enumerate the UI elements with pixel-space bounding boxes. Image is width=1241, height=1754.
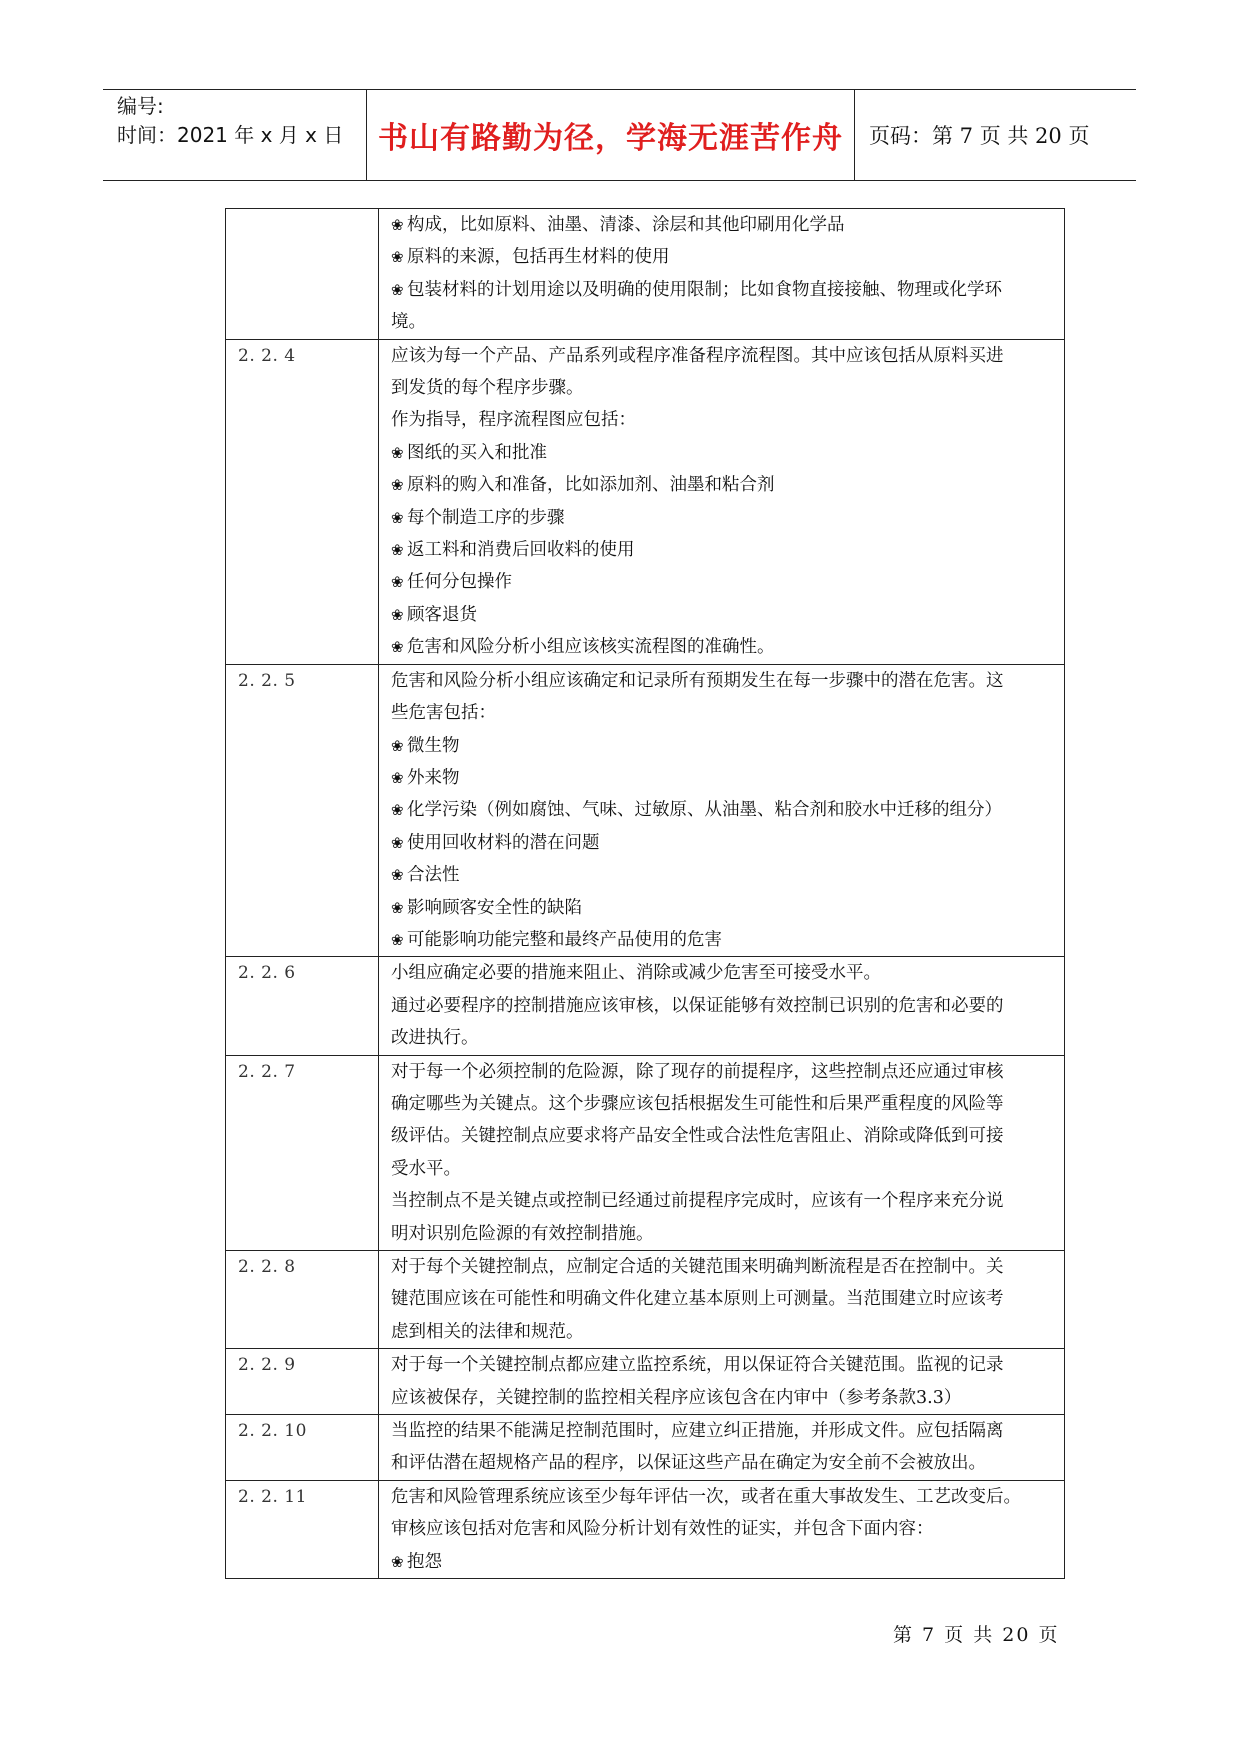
clause-content — [379, 957, 1065, 1055]
table-row — [226, 209, 1065, 340]
table-row — [226, 1349, 1065, 1415]
table-row — [226, 1415, 1065, 1481]
table-row — [226, 664, 1065, 957]
line-text: 化学污染（例如腐蚀、气味、过敏原、从油墨、粘合剂和胶水中迁移的组分） — [407, 800, 1002, 821]
line-text: 应该被保存，关键控制的监控相关程序应该包含在内审中（参考条款3.3） — [391, 1387, 962, 1408]
line-text: 受水平。 — [391, 1158, 461, 1179]
flower-bullet-icon: ❀ — [391, 280, 404, 299]
clause-number: 2. 2. 10 — [226, 1415, 379, 1481]
bullet-item — [391, 502, 1054, 534]
flower-bullet-icon: ❀ — [391, 801, 404, 820]
line-text: 使用回收材料的潜在问题 — [407, 832, 600, 853]
bullet-item — [391, 924, 1054, 956]
bullet-item — [391, 437, 1054, 469]
line-text: 合法性 — [407, 865, 460, 886]
flower-bullet-icon: ❀ — [391, 508, 404, 527]
line-text: 图纸的买入和批准 — [407, 442, 547, 463]
line-text: 返工料和消费后回收料的使用 — [407, 540, 635, 561]
text-line — [391, 1481, 1054, 1513]
bullet-item — [391, 209, 1054, 241]
line-text: 危害和风险分析小组应该核实流程图的准确性。 — [407, 637, 775, 658]
flower-bullet-icon: ❀ — [391, 638, 404, 657]
flower-bullet-icon: ❀ — [391, 605, 404, 624]
clause-content — [379, 209, 1065, 340]
text-line — [391, 957, 1054, 989]
text-line — [391, 1153, 1054, 1185]
flower-bullet-icon: ❀ — [391, 930, 404, 949]
text-line — [391, 340, 1054, 372]
line-text: 明对识别危险源的有效控制措施。 — [391, 1223, 654, 1244]
bullet-item — [391, 241, 1054, 273]
bullet-item — [391, 827, 1054, 859]
line-text: 些危害包括： — [391, 703, 496, 724]
line-text: 危害和风险分析小组应该确定和记录所有预期发生在每一步骤中的潜在危害。这 — [391, 670, 1004, 691]
text-line — [391, 1120, 1054, 1152]
document-time-label: 时间：2021 年 x 月 x 日 — [117, 123, 344, 147]
header-motto: 书山有路勤为径，学海无涯苦作舟 — [367, 90, 855, 180]
clause-content — [379, 1055, 1065, 1250]
line-text: 危害和风险管理系统应该至少每年评估一次，或者在重大事故发生、工艺改变后。 — [391, 1486, 1021, 1507]
bullet-item — [391, 730, 1054, 762]
text-line — [391, 306, 1054, 338]
header-page-label: 页码：第 7 页 共 20 页 — [869, 124, 1090, 148]
line-text: 影响顾客安全性的缺陷 — [407, 897, 582, 918]
clause-number: 2. 2. 6 — [226, 957, 379, 1055]
line-text: 键范围应该在可能性和明确文件化建立基本原则上可测量。当范围建立时应该考 — [391, 1289, 1004, 1310]
line-text: 任何分包操作 — [407, 572, 512, 593]
flower-bullet-icon: ❀ — [391, 573, 404, 592]
line-text: 审核应该包括对危害和风险分析计划有效性的证实，并包含下面内容： — [391, 1519, 934, 1540]
clause-number: 2. 2. 9 — [226, 1349, 379, 1415]
clause-content — [379, 1415, 1065, 1481]
clause-number: 2. 2. 8 — [226, 1251, 379, 1349]
text-line — [391, 697, 1054, 729]
text-line — [391, 1088, 1054, 1120]
bullet-item — [391, 469, 1054, 501]
bullet-item — [391, 274, 1054, 306]
text-line — [391, 1415, 1054, 1447]
clause-number — [226, 209, 379, 340]
page-footer: 第 7 页 共 20 页 — [893, 1624, 1060, 1646]
text-line — [391, 665, 1054, 697]
clause-number: 2. 2. 11 — [226, 1480, 379, 1578]
table-row — [226, 1480, 1065, 1578]
text-line — [391, 1218, 1054, 1250]
header-meta — [103, 90, 367, 180]
text-line — [391, 1251, 1054, 1283]
flower-bullet-icon: ❀ — [391, 443, 404, 462]
flower-bullet-icon: ❀ — [391, 736, 404, 755]
page-header — [103, 89, 1136, 181]
clause-number: 2. 2. 4 — [226, 339, 379, 664]
line-text: 境。 — [391, 312, 426, 333]
line-text: 作为指导，程序流程图应包括： — [391, 410, 636, 431]
line-text: 对于每个关键控制点，应制定合适的关键范围来明确判断流程是否在控制中。关 — [391, 1257, 1004, 1277]
flower-bullet-icon: ❀ — [391, 541, 404, 560]
flower-bullet-icon: ❀ — [391, 898, 404, 917]
clause-content — [379, 1349, 1065, 1415]
text-line — [391, 1316, 1054, 1348]
line-text: 当控制点不是关键点或控制已经通过前提程序完成时，应该有一个程序来充分说 — [391, 1191, 1004, 1212]
bullet-item — [391, 762, 1054, 794]
text-line — [391, 1513, 1054, 1545]
flower-bullet-icon: ❀ — [391, 248, 404, 267]
clause-table — [225, 208, 1065, 1579]
clause-content — [379, 664, 1065, 957]
line-text: 顾客退货 — [407, 604, 477, 625]
bullet-item — [391, 599, 1054, 631]
text-line — [391, 1382, 1054, 1414]
bullet-item — [391, 566, 1054, 598]
line-text: 抱怨 — [407, 1551, 442, 1572]
text-line — [391, 1283, 1054, 1315]
flower-bullet-icon: ❀ — [391, 768, 404, 787]
table-row — [226, 339, 1065, 664]
line-text: 当监控的结果不能满足控制范围时，应建立纠正措施，并形成文件。应包括隔离 — [391, 1421, 1004, 1442]
line-text: 外来物 — [407, 767, 460, 788]
line-text: 原料的来源，包括再生材料的使用 — [407, 247, 670, 268]
clause-number: 2. 2. 7 — [226, 1055, 379, 1250]
clause-content — [379, 1480, 1065, 1578]
line-text: 构成，比如原料、油墨、清漆、涂层和其他印刷用化学品 — [407, 215, 845, 235]
line-text: 虑到相关的法律和规范。 — [391, 1321, 584, 1342]
clause-number: 2. 2. 5 — [226, 664, 379, 957]
text-line — [391, 1056, 1054, 1088]
flower-bullet-icon: ❀ — [391, 476, 404, 495]
text-line — [391, 1185, 1054, 1217]
line-text: 对于每一个关键控制点都应建立监控系统，用以保证符合关键范围。监视的记录 — [391, 1355, 1004, 1376]
clause-content — [379, 1251, 1065, 1349]
line-text: 微生物 — [407, 735, 460, 756]
text-line — [391, 404, 1054, 436]
line-text: 原料的购入和准备，比如添加剂、油墨和粘合剂 — [407, 475, 775, 496]
line-text: 包装材料的计划用途以及明确的使用限制；比如食物直接接触、物理或化学环 — [407, 279, 1002, 300]
bullet-item — [391, 859, 1054, 891]
flower-bullet-icon: ❀ — [391, 833, 404, 852]
text-line — [391, 1447, 1054, 1479]
bullet-item — [391, 631, 1054, 663]
bullet-item — [391, 1546, 1054, 1578]
line-text: 通过必要程序的控制措施应该审核，以保证能够有效控制已识别的危害和必要的 — [391, 995, 1004, 1016]
text-line — [391, 1349, 1054, 1381]
flower-bullet-icon: ❀ — [391, 1552, 404, 1571]
table-row — [226, 1251, 1065, 1349]
line-text: 级评估。关键控制点应要求将产品安全性或合法性危害阻止、消除或降低到可接 — [391, 1126, 1004, 1147]
text-line — [391, 372, 1054, 404]
line-text: 确定哪些为关键点。这个步骤应该包括根据发生可能性和后果严重程度的风险等 — [391, 1093, 1004, 1114]
line-text: 和评估潜在超规格产品的程序，以保证这些产品在确定为安全前不会被放出。 — [391, 1453, 986, 1474]
bullet-item — [391, 892, 1054, 924]
document-number-label: 编号: — [117, 94, 164, 118]
bullet-item — [391, 534, 1054, 566]
line-text: 小组应确定必要的措施来阻止、消除或减少危害至可接受水平。 — [391, 963, 881, 984]
line-text: 对于每一个必须控制的危险源，除了现存的前提程序，这些控制点还应通过审核 — [391, 1061, 1004, 1082]
line-text: 可能影响功能完整和最终产品使用的危害 — [407, 929, 722, 950]
text-line — [391, 990, 1054, 1022]
line-text: 每个制造工序的步骤 — [407, 507, 565, 528]
line-text: 改进执行。 — [391, 1028, 479, 1049]
line-text: 应该为每一个产品、产品系列或程序准备程序流程图。其中应该包括从原料买进 — [391, 345, 1004, 366]
line-text: 到发货的每个程序步骤。 — [391, 378, 584, 399]
table-row — [226, 1055, 1065, 1250]
table-row — [226, 957, 1065, 1055]
bullet-item — [391, 794, 1054, 826]
flower-bullet-icon: ❀ — [391, 216, 404, 234]
flower-bullet-icon: ❀ — [391, 866, 404, 885]
clause-content — [379, 339, 1065, 664]
text-line — [391, 1022, 1054, 1054]
